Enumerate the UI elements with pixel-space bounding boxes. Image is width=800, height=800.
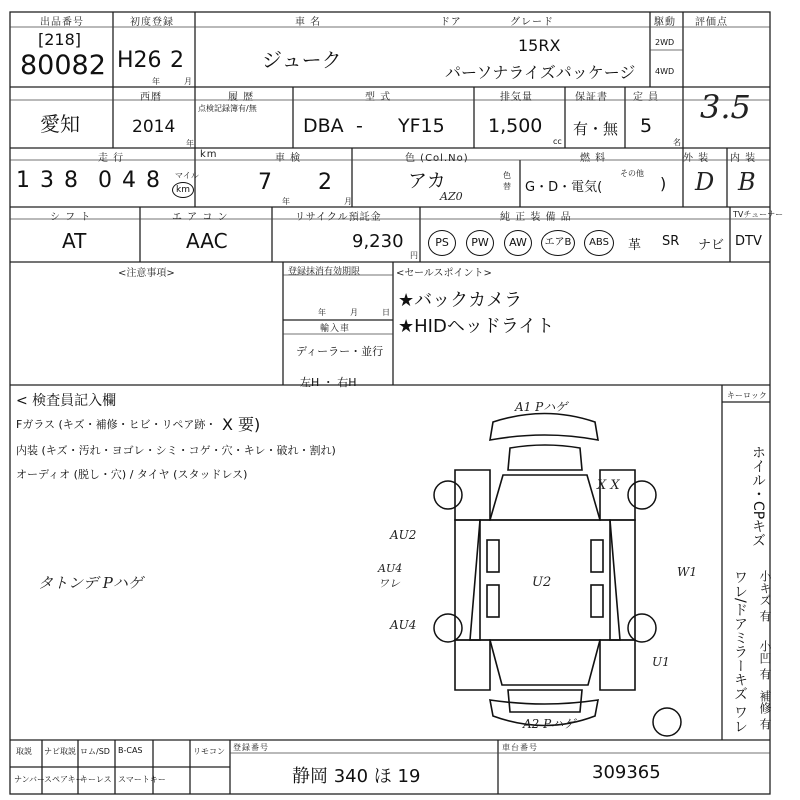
bottom-label-8: キーレス — [80, 775, 112, 784]
note-u1: U1 — [652, 655, 670, 669]
car-name-label: 車 名 — [295, 17, 322, 28]
selling-point-2: ★HIDヘッドライト — [398, 316, 555, 337]
displacement-label: 排気量 — [500, 92, 533, 103]
note-u2: U2 — [532, 575, 552, 590]
keyless-label: キーロック — [727, 391, 767, 400]
history-label: 履 歴 — [228, 92, 255, 103]
fuel-close: ) — [660, 174, 667, 193]
car-diagram — [455, 414, 635, 726]
note-au4-wa: AU4 ワレ — [378, 562, 403, 590]
inspection-year: 7 — [258, 170, 272, 195]
history-note: 点検記録簿有/無 — [198, 104, 257, 113]
mileage-label: 走 行 — [98, 153, 125, 164]
note-au2: AU2 — [390, 528, 417, 542]
model-code: YF15 — [398, 115, 445, 137]
inspector-handwriting: タトンデ Pハゲ — [38, 574, 143, 592]
drive-label: 駆動 — [654, 17, 676, 28]
fuel-other-label: その他 — [620, 169, 644, 178]
inspection-month: 2 — [318, 170, 332, 195]
equip-navi: ナビ — [698, 238, 725, 253]
import-label: 輸入車 — [320, 324, 351, 334]
right-note-4: 小凹 有 — [758, 640, 772, 680]
equip-sr: SR — [662, 234, 680, 249]
ac-label: エ ア コ ン — [172, 212, 229, 223]
fuel-label: 燃 料 — [580, 153, 607, 164]
mileage-digit: 3 — [40, 168, 54, 193]
bottom-label-6: ナンバー — [14, 775, 46, 784]
inspector-audio: オーディオ (脱し・穴) / タイヤ (スタッドレス) — [16, 468, 248, 481]
equip-dtv: DTV — [735, 234, 762, 249]
mileage-digit: 0 — [98, 168, 112, 193]
door-label: ドア — [440, 17, 462, 28]
prefecture: 愛知 — [40, 112, 80, 136]
warranty-value: 有・無 — [573, 120, 619, 138]
right-note-5: 補修 有 — [758, 690, 772, 730]
car-name: ジューク — [262, 48, 342, 72]
warranty-label: 保証書 — [575, 92, 608, 103]
bottom-label-3: ロム/SD — [80, 747, 110, 756]
reg-limit-year-unit: 年 — [318, 308, 326, 317]
lot-number: 80082 — [20, 50, 106, 81]
tv-label: TVチューナー — [733, 210, 784, 219]
first-reg-year-unit: 年 — [152, 77, 160, 86]
mileage-digit: 1 — [16, 168, 30, 193]
inspector-glass-mark: X 要) — [222, 415, 261, 434]
color-change-label: 色替 — [503, 171, 511, 191]
exterior-label: 外 装 — [683, 153, 710, 164]
bottom-label-1: 取説 — [16, 747, 32, 756]
bottom-label-7: スペアキー — [44, 775, 84, 784]
color-name: アカ — [408, 170, 446, 192]
drive-4wd: 4WD — [655, 67, 675, 76]
bottom-label-5: リモコン — [193, 747, 225, 756]
right-note-2: ワレ/ドアミラーキズ ワレ — [732, 570, 748, 734]
ac-value: AAC — [186, 229, 228, 253]
year-value: 2014 — [132, 117, 176, 137]
right-note-1: ホイル・CPキズ — [750, 445, 766, 548]
model-prefix: DBA — [303, 115, 344, 137]
model-label: 型 式 — [365, 92, 392, 103]
right-note-3: 小キズ 有 — [758, 570, 772, 622]
equip-leather: 革 — [628, 238, 642, 253]
equip-ps: PS — [428, 230, 456, 256]
lot-label: 出品番号 — [40, 17, 84, 28]
capacity-label: 定 員 — [633, 92, 660, 103]
equip-pw: PW — [466, 230, 494, 256]
inspection-year-unit: 年 — [282, 197, 290, 206]
first-reg-era: H26 — [117, 48, 162, 73]
score-label: 評価点 — [695, 17, 728, 28]
mileage-digit: 8 — [146, 168, 160, 193]
recycle-unit: 円 — [410, 251, 418, 260]
equip-aw: AW — [504, 230, 532, 256]
year-unit: 年 — [186, 139, 194, 148]
first-reg-label: 初度登録 — [130, 17, 174, 28]
reg-limit-day-unit: 日 — [382, 308, 390, 317]
reg-limit-month-unit: 月 — [350, 308, 358, 317]
interior-label: 内 装 — [730, 153, 757, 164]
reg-number-label: 登録番号 — [233, 743, 269, 752]
mileage-digit: 4 — [122, 168, 136, 193]
shift-label: シ フ ト — [50, 212, 92, 223]
inspector-glass: Fガラス (キズ・補修・ヒビ・リペア跡・ — [16, 418, 217, 431]
recycle-value: 9,230 — [352, 231, 404, 252]
displacement-unit: cc — [553, 137, 562, 146]
equip-airbag: エアB — [541, 230, 575, 256]
color-code: AZ0 — [440, 190, 463, 203]
note-au4: AU4 — [390, 618, 417, 632]
selling-points-label: <セールスポイント> — [396, 268, 492, 279]
model-dash: - — [356, 115, 363, 137]
notes-label: <注意事項> — [118, 268, 175, 279]
equip-abs: ABS — [584, 230, 614, 256]
grade-line2: パーソナライズパッケージ — [445, 63, 636, 82]
reg-limit-label: 登録抹消有効期限 — [288, 267, 361, 277]
lot-code: [218] — [38, 30, 82, 49]
bottom-label-9: スマートキー — [118, 775, 166, 784]
equipment-label: 純 正 装 備 品 — [500, 212, 572, 223]
grade-label: グレード — [510, 17, 554, 28]
inspection-label: 車 検 — [275, 153, 302, 164]
reg-number: 静岡 340 ほ 19 — [292, 766, 421, 787]
recycle-label: リサイクル預託金 — [295, 212, 382, 223]
mile-label: マイル — [175, 171, 199, 180]
capacity-value: 5 — [640, 115, 653, 137]
km-header: km — [200, 149, 218, 160]
selling-point-1: ★バックカメラ — [398, 290, 523, 311]
displacement-value: 1,500 — [488, 115, 543, 137]
chassis-label: 車台番号 — [502, 743, 538, 752]
bottom-label-2: ナビ取説 — [44, 747, 76, 756]
first-reg-month: 2 — [170, 48, 184, 73]
note-a1: A1 Pハゲ — [515, 400, 568, 414]
first-reg-month-unit: 月 — [184, 77, 192, 86]
km-circle: km — [172, 182, 194, 198]
inspector-interior: 内装 (キズ・汚れ・ヨゴレ・シミ・コゲ・穴・キレ・破れ・割れ) — [16, 444, 336, 457]
grade-line1: 15RX — [518, 36, 561, 55]
interior-score: B — [738, 168, 756, 196]
mileage-digit: 8 — [64, 168, 78, 193]
inspection-month-unit: 月 — [344, 197, 352, 206]
note-w: W1 — [677, 565, 697, 579]
shift-value: AT — [62, 229, 87, 253]
import-dealer: ディーラー・並行 — [296, 345, 384, 358]
score-value: 3.5 — [700, 88, 751, 126]
inspector-label: < 検査員記入欄 — [16, 393, 117, 409]
bottom-label-4: B-CAS — [118, 746, 143, 755]
fuel-options: G・D・電気( — [525, 180, 603, 195]
exterior-score: D — [695, 168, 715, 196]
color-label: 色 (Col.No) — [405, 153, 469, 164]
capacity-unit: 名 — [673, 138, 681, 147]
chassis-number: 309365 — [592, 762, 661, 783]
note-a2: A2 Pハゲ — [523, 717, 576, 731]
drive-2wd: 2WD — [655, 38, 675, 47]
import-steering: 左H ・ 右H — [300, 376, 357, 389]
note-xx: X X — [597, 478, 620, 493]
year-label: 西暦 — [140, 92, 162, 103]
